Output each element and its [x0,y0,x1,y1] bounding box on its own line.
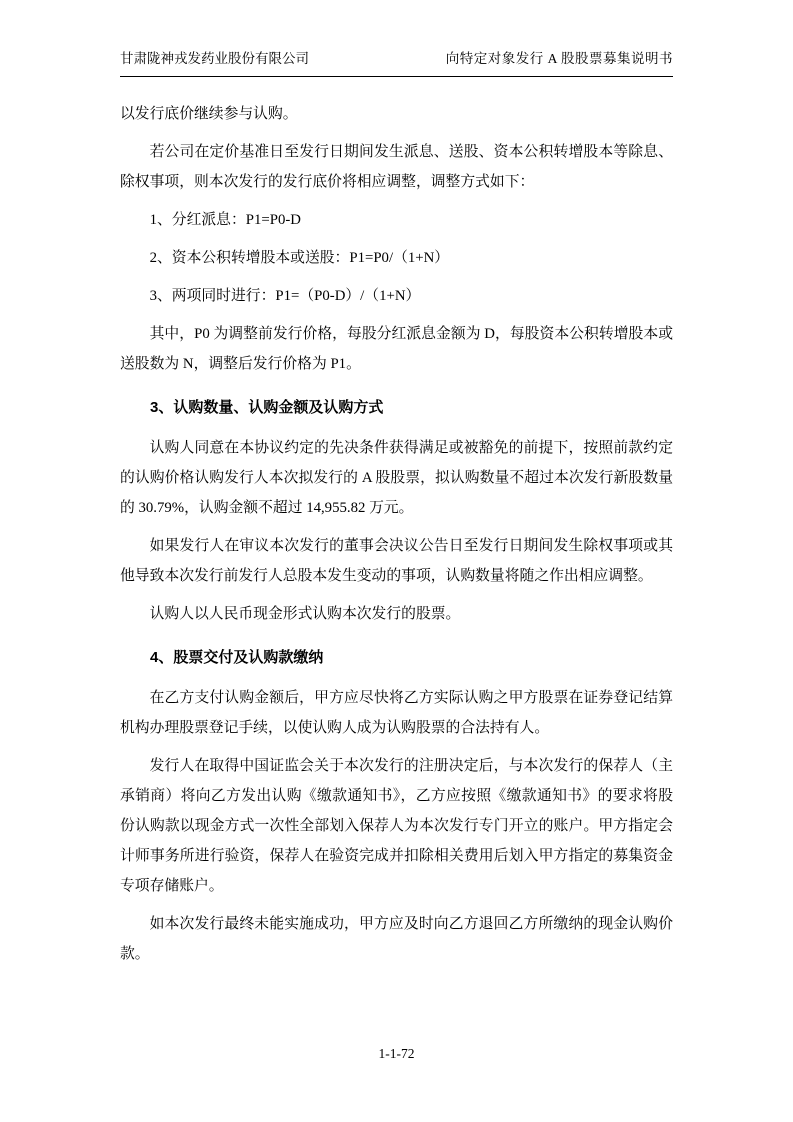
formula-combined: 3、两项同时进行：P1=（P0-D）/（1+N） [149,287,421,304]
paragraph: 其中，P0 为调整前发行价格，每股分红派息金额为 D，每股资本公积转增股本或送股数为 N，调整后发行价格为 P1。 [120,325,673,372]
section-heading-4: 4、股票交付及认购款缴纳 [150,648,324,666]
paragraph: 如果发行人在审议本次发行的董事会决议公告日至发行日期间发生除权事项或其他导致本次发行前发行人总股本发生变动的事项，认购数量将随之作出相应调整。 [120,537,673,584]
section-heading-3: 3、认购数量、认购金额及认购方式 [150,398,384,416]
header-company-name: 甘肃陇神戎发药业股份有限公司 [120,51,309,66]
paragraph: 如本次发行最终未能实施成功，甲方应及时向乙方退回乙方所缴纳的现金认购价款。 [120,915,673,962]
formula-dividend: 1、分红派息：P1=P0-D [149,211,301,228]
formula-capitalization: 2、资本公积转增股本或送股：P1=P0/（1+N） [149,249,450,266]
document-body [120,99,673,969]
paragraph: 发行人在取得中国证监会关于本次发行的注册决定后，与本次发行的保荐人（主承销商）将向乙方发出认购《缴款通知书》，乙方应按照《缴款通知书》的要求将股份认购款以现金方式一次性全部划入保荐人为本次发行专门开立的账户。甲方指定会计师事务所进行验资，保荐人在验资完成并扣除相关费用后划入甲方指定的募集资金专项存储账户。 [120,757,673,894]
header-document-title: 向特定对象发行 A 股股票募集说明书 [445,51,673,66]
paragraph-continuation: 以发行底价继续参与认购。 [120,105,298,122]
paragraph: 若公司在定价基准日至发行日期间发生派息、送股、资本公积转增股本等除息、除权事项，则本次发行的发行底价将相应调整，调整方式如下： [120,143,673,190]
paragraph: 认购人以人民币现金形式认购本次发行的股票。 [149,605,461,622]
page-number: 1-1-72 [378,1046,415,1061]
page-header [120,50,673,77]
paragraph: 在乙方支付认购金额后，甲方应尽快将乙方实际认购之甲方股票在证券登记结算机构办理股票登记手续，以使认购人成为认购股票的合法持有人。 [120,689,673,736]
paragraph: 认购人同意在本协议约定的先决条件获得满足或被豁免的前提下，按照前款约定的认购价格认购发行人本次拟发行的 A 股股票，拟认购数量不超过本次发行新股数量的 30.79%，认购金额不超过 14,955.82 万元。 [120,439,673,516]
page-footer [0,1046,793,1062]
